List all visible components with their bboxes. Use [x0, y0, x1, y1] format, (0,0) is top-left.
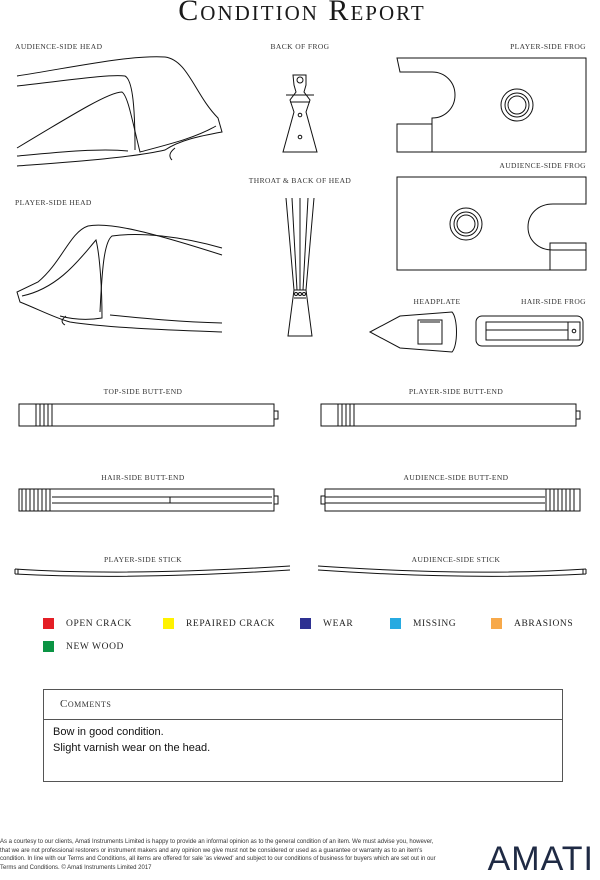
- top-side-butt-end-drawing: [19, 404, 278, 426]
- throat-back-of-head-drawing: [286, 198, 314, 336]
- comment-line: Bow in good condition.: [53, 726, 164, 738]
- legend-swatch: [163, 618, 174, 629]
- label-audience-side-butt-end: AUDIENCE-SIDE BUTT-END: [403, 473, 509, 482]
- legend-label: MISSING: [413, 618, 457, 629]
- label-audience-side-head: AUDIENCE-SIDE HEAD: [15, 42, 103, 51]
- legend-swatch: [390, 618, 401, 629]
- headplate-drawing: [370, 312, 457, 352]
- label-audience-side-stick: AUDIENCE-SIDE STICK: [411, 555, 501, 564]
- label-throat-back-of-head: THROAT & BACK OF HEAD: [248, 176, 352, 185]
- legend-swatch: [300, 618, 311, 629]
- legend-swatch: [43, 641, 54, 652]
- player-side-head-drawing: [17, 225, 222, 332]
- label-top-side-butt-end: TOP-SIDE BUTT-END: [103, 387, 183, 396]
- comments-heading: Comments: [44, 690, 562, 720]
- audience-side-head-drawing: [17, 57, 222, 166]
- hair-side-frog-drawing: [476, 316, 583, 346]
- label-player-side-head: PLAYER-SIDE HEAD: [15, 198, 92, 207]
- label-headplate: HEADPLATE: [413, 297, 461, 306]
- label-hair-side-butt-end: HAIR-SIDE BUTT-END: [101, 473, 185, 482]
- label-player-side-stick: PLAYER-SIDE STICK: [104, 555, 182, 564]
- comments-box: [43, 689, 563, 782]
- legend-wear: [300, 618, 353, 629]
- back-of-frog-drawing: [283, 75, 317, 152]
- legend-repaired-crack: [163, 618, 275, 629]
- legend-missing: [390, 618, 456, 629]
- legend-swatch: [43, 618, 54, 629]
- legend-label: OPEN CRACK: [66, 618, 132, 629]
- audience-side-butt-end-drawing: [321, 489, 580, 511]
- hair-side-butt-end-drawing: [19, 489, 278, 511]
- legend-label: ABRASIONS: [514, 618, 574, 629]
- disclaimer-text: As a courtesy to our clients, Amati Instruments Limited is happy to provide an informal opinion as to the general condition of an item. We must advise you, however, that we are not professional restorers or instrument makers and any opinion we give must not be considered or used as a guarantee or warranty as to an item's condition. In line with our Terms and Conditions, all items are offered for sale 'as viewed' and subject to our conditions of business for buyers which are set out in our Terms and Conditions. © Amati Instruments Limited 2017: [0, 839, 436, 871]
- legend-open-crack: [43, 618, 132, 629]
- label-player-side-frog: PLAYER-SIDE FROG: [510, 42, 586, 51]
- legend-label: NEW WOOD: [66, 641, 125, 652]
- player-side-frog-drawing: [397, 58, 586, 152]
- label-hair-side-frog: HAIR-SIDE FROG: [521, 297, 586, 306]
- comment-line: Slight varnish wear on the head.: [53, 742, 211, 754]
- audience-side-stick-drawing: [318, 566, 586, 576]
- brand-logo: AMATI: [487, 840, 594, 878]
- player-side-butt-end-drawing: [321, 404, 580, 426]
- audience-side-frog-drawing: [397, 177, 586, 270]
- legend-abrasions: [491, 618, 573, 629]
- legend-swatch: [491, 618, 502, 629]
- legend-label: WEAR: [323, 618, 354, 629]
- legend-new-wood: [43, 641, 124, 652]
- label-audience-side-frog: AUDIENCE-SIDE FROG: [499, 161, 586, 170]
- label-back-of-frog: BACK OF FROG: [270, 42, 330, 51]
- page-title: Condition Report: [178, 0, 426, 27]
- player-side-stick-drawing: [15, 566, 290, 576]
- label-player-side-butt-end: PLAYER-SIDE BUTT-END: [408, 387, 504, 396]
- legend-label: REPAIRED CRACK: [186, 618, 276, 629]
